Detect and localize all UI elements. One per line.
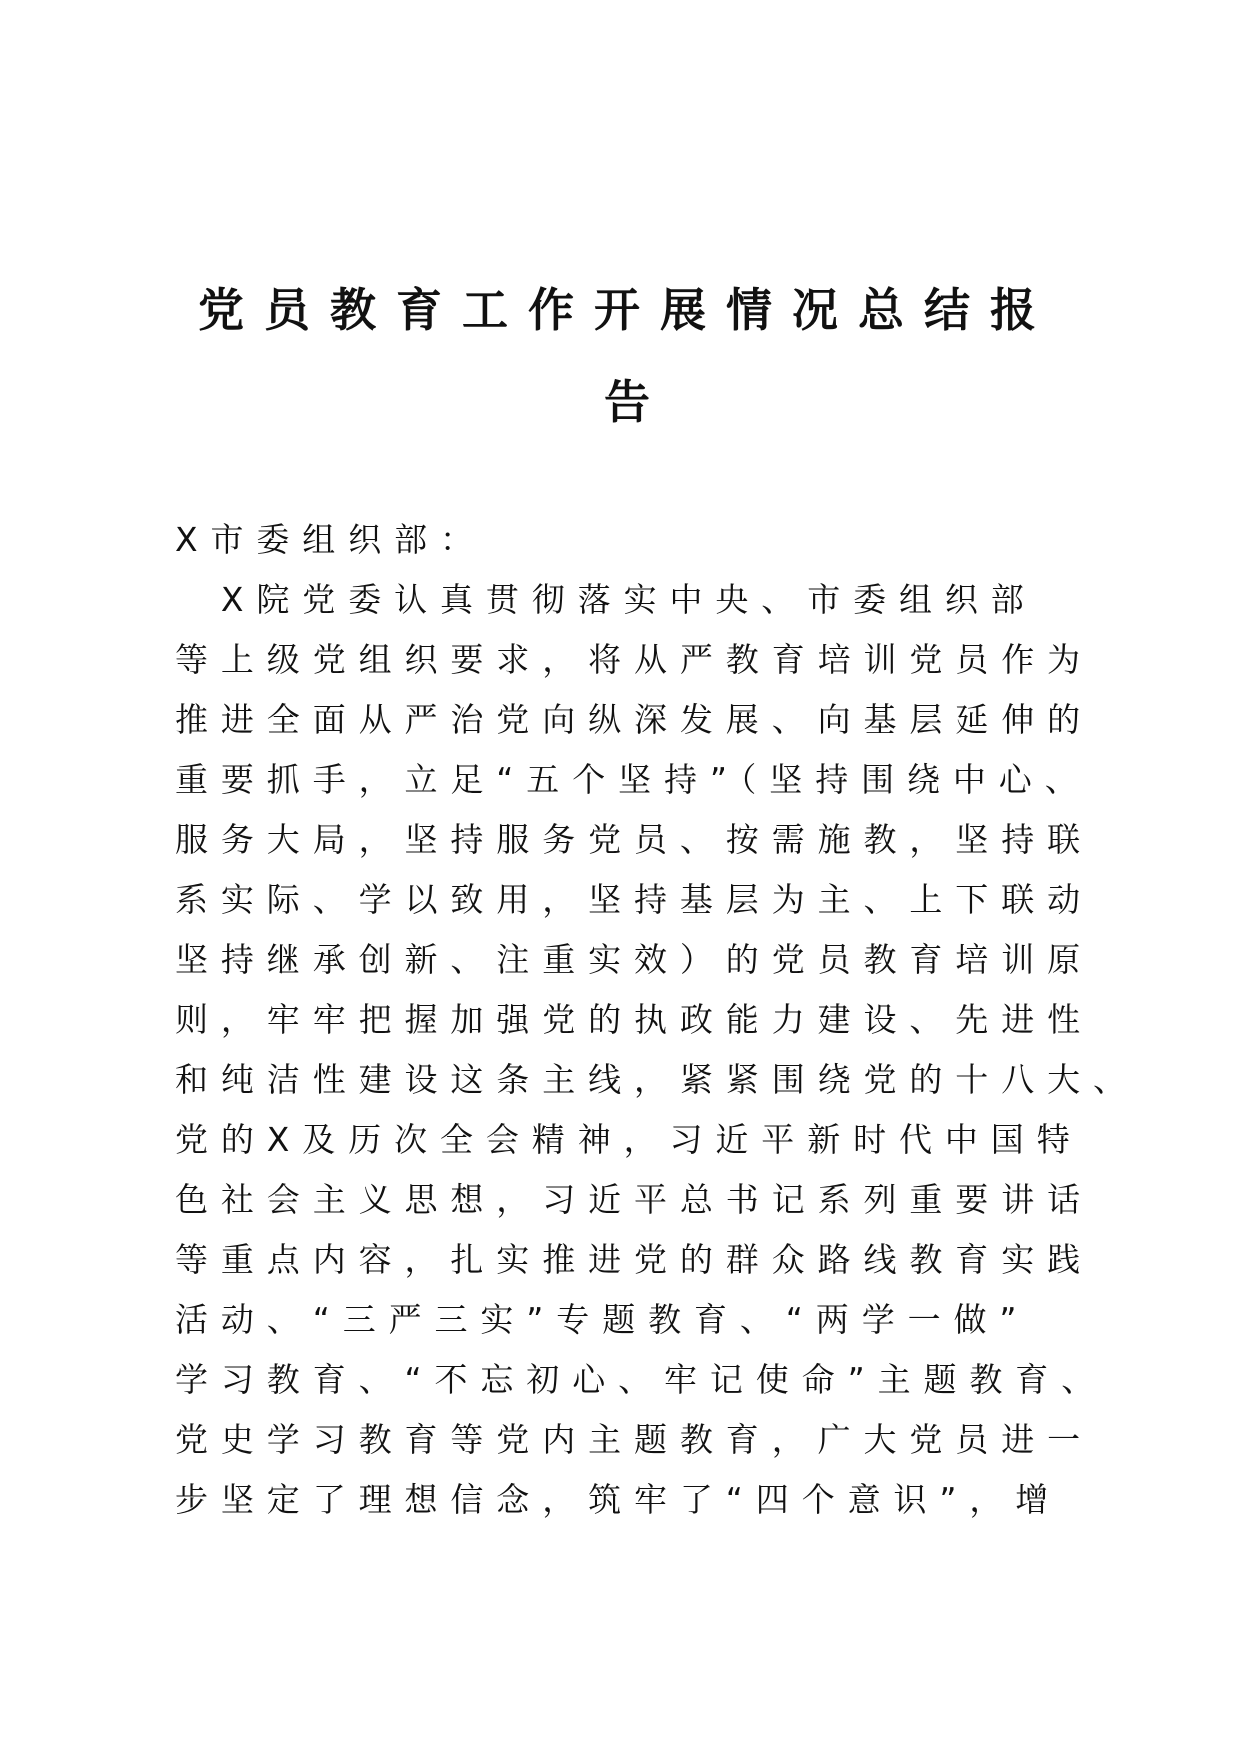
body-line: 则，牢牢把握加强党的执政能力建设、先进性 (175, 1000, 1093, 1039)
body-line: 系实际、学以致用，坚持基层为主、上下联动 (175, 880, 1093, 919)
body-line: 服务大局，坚持服务党员、按需施教，坚持联 (175, 820, 1093, 859)
body-line: 和纯洁性建设这条主线，紧紧围绕党的十八大、 (175, 1060, 1139, 1099)
body-line: 坚持继承创新、注重实效）的党员教育培训原 (175, 940, 1093, 979)
salutation: X市委组织部： (175, 520, 486, 559)
document-title-line-1: 党员教育工作开展情况总结报 (198, 283, 1056, 337)
body-line: 步坚定了理想信念，筑牢了“四个意识”，增 (175, 1480, 1062, 1519)
body-line: X院党委认真贯彻落实中央、市委组织部 (175, 580, 1037, 619)
body-line: 党的X及历次全会精神，习近平新时代中国特 (175, 1120, 1083, 1159)
document-title-line-2: 告 (604, 375, 670, 429)
body-line: 等重点内容，扎实推进党的群众路线教育实践 (175, 1240, 1093, 1279)
body-line: 党史学习教育等党内主题教育，广大党员进一 (175, 1420, 1093, 1459)
body-line: 色社会主义思想，习近平总书记系列重要讲话 (175, 1180, 1093, 1219)
body-line: 活动、“三严三实”专题教育、“两学一做” (175, 1300, 1030, 1339)
body-line: 学习教育、“不忘初心、牢记使命”主题教育、 (175, 1360, 1108, 1399)
body-line: 等上级党组织要求，将从严教育培训党员作为 (175, 640, 1093, 679)
body-line: 重要抓手，立足“五个坚持”（坚持围绕中心、 (175, 760, 1091, 799)
body-line: 推进全面从严治党向纵深发展、向基层延伸的 (175, 700, 1093, 739)
